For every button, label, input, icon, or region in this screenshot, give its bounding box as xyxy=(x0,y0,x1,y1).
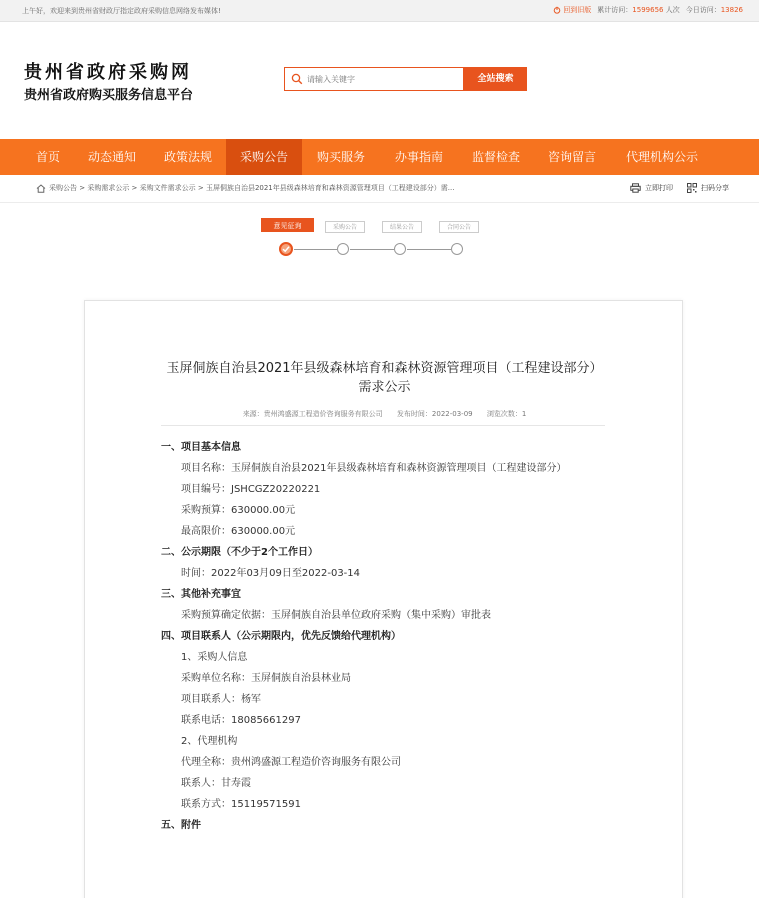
site-search-button[interactable]: 全站搜索 xyxy=(464,67,527,91)
site-title[interactable]: 贵州省政府采购网 xyxy=(24,62,192,83)
nav-item-agencies[interactable]: 代理机构公示 xyxy=(625,150,698,164)
article-line: 项目编号：JSHCGZ20220221 xyxy=(181,484,321,495)
step-dot-consultation xyxy=(279,242,293,256)
process-steps xyxy=(0,215,759,265)
section-heading: 五、附件 xyxy=(161,820,201,831)
article-title: 玉屏侗族自治县2021年县级森林培育和森林资源管理项目（工程建设部分）需求公示 xyxy=(166,361,603,395)
main-nav xyxy=(0,139,759,175)
step-label-result[interactable]: 结果公告 xyxy=(382,221,422,233)
visits-counter xyxy=(597,5,679,15)
top-bar-right xyxy=(553,5,743,15)
printer-icon xyxy=(630,183,641,193)
section-heading: 一、项目基本信息 xyxy=(161,442,241,453)
article-line: 联系人：甘寿霞 xyxy=(181,778,251,789)
meta-divider xyxy=(161,425,605,426)
article-body xyxy=(161,437,661,836)
breadcrumb[interactable] xyxy=(36,183,454,193)
step-dot-contract xyxy=(451,243,463,255)
step-connector xyxy=(294,249,337,250)
section-heading: 四、项目联系人（公示期限内，优先反馈给代理机构） xyxy=(161,631,401,642)
nav-item-services[interactable]: 购买服务 xyxy=(316,150,365,164)
article-meta xyxy=(85,409,684,419)
search-icon xyxy=(291,73,303,85)
article-line: 2、代理机构 xyxy=(181,736,238,747)
section-heading: 二、公示期限（不少于2个工作日） xyxy=(161,547,318,558)
share-label: 扫码分享 xyxy=(701,184,729,192)
article-line: 1、采购人信息 xyxy=(181,652,248,663)
share-button[interactable] xyxy=(687,183,729,193)
article-line: 采购预算确定依据：玉屏侗族自治县单位政府采购（集中采购）审批表 xyxy=(181,610,491,621)
step-label-consultation[interactable]: 意见征询 xyxy=(261,218,314,232)
nav-item-consult[interactable]: 咨询留言 xyxy=(547,150,596,164)
article-date: 发布时间：2022-03-09 xyxy=(396,410,473,418)
article-line: 联系电话：18085661297 xyxy=(181,715,301,726)
article-line: 采购预算：630000.00元 xyxy=(181,505,296,516)
nav-item-home[interactable]: 首页 xyxy=(35,150,60,164)
visits-suffix: 人次 xyxy=(665,6,680,14)
step-dot-result xyxy=(394,243,406,255)
old-version-link[interactable] xyxy=(553,5,591,15)
breadcrumb-path: 采购公告 > 采购需求公示 > 采购文件需求公示 > 玉屏侗族自治县2021年县级森林培育和森林资源管理项目（工程建设部分）需... xyxy=(49,184,455,192)
today-counter xyxy=(686,5,743,15)
nav-item-guide[interactable]: 办事指南 xyxy=(394,150,443,164)
check-icon xyxy=(281,244,291,254)
today-value: 13826 xyxy=(720,6,743,14)
article-source: 来源：贵州鸿盛源工程造价咨询服务有限公司 xyxy=(242,410,383,418)
home-icon xyxy=(36,184,46,193)
nav-item-procurement[interactable]: 采购公告 xyxy=(226,139,302,175)
power-icon xyxy=(553,6,561,14)
visits-label: 累计访问： xyxy=(597,6,633,14)
site-subtitle: 贵州省政府购买服务信息平台 xyxy=(24,88,194,103)
step-connector xyxy=(407,249,451,250)
article-line: 项目联系人：杨军 xyxy=(181,694,261,705)
nav-item-supervision[interactable]: 监督检查 xyxy=(471,150,520,164)
print-button[interactable] xyxy=(630,183,673,193)
article-line: 联系方式：15119571591 xyxy=(181,799,301,810)
section-heading: 三、其他补充事宜 xyxy=(161,589,241,600)
visits-value: 1599656 xyxy=(632,6,664,14)
article-card xyxy=(84,300,683,898)
step-connector xyxy=(350,249,394,250)
step-label-announcement[interactable]: 采购公告 xyxy=(325,221,365,233)
step-dot-announcement xyxy=(337,243,349,255)
article-line: 采购单位名称：玉屏侗族自治县林业局 xyxy=(181,673,351,684)
article-line: 最高限价：630000.00元 xyxy=(181,526,296,537)
old-version-label: 回到旧版 xyxy=(563,6,592,14)
article-line: 时间：2022年03月09日至2022-03-14 xyxy=(181,568,361,579)
article-line: 代理全称：贵州鸿盛源工程造价咨询服务有限公司 xyxy=(181,757,401,768)
qr-code-icon xyxy=(687,183,697,193)
today-label: 今日访问： xyxy=(685,6,721,14)
article-views: 浏览次数：1 xyxy=(486,410,527,418)
nav-item-news[interactable]: 动态通知 xyxy=(87,150,136,164)
welcome-text: 上午好，欢迎来到贵州省财政厅指定政府采购信息网络发布媒体! xyxy=(22,7,221,15)
print-label: 立即打印 xyxy=(645,184,673,192)
top-bar xyxy=(0,0,759,22)
search-input[interactable] xyxy=(307,71,457,87)
nav-item-policy[interactable]: 政策法规 xyxy=(163,150,212,164)
breadcrumb-bar xyxy=(0,175,759,203)
search-box xyxy=(284,67,464,91)
step-label-contract[interactable]: 合同公告 xyxy=(439,221,479,233)
article-line: 项目名称：玉屏侗族自治县2021年县级森林培育和森林资源管理项目（工程建设部分） xyxy=(181,463,567,474)
page-tools xyxy=(630,183,729,193)
